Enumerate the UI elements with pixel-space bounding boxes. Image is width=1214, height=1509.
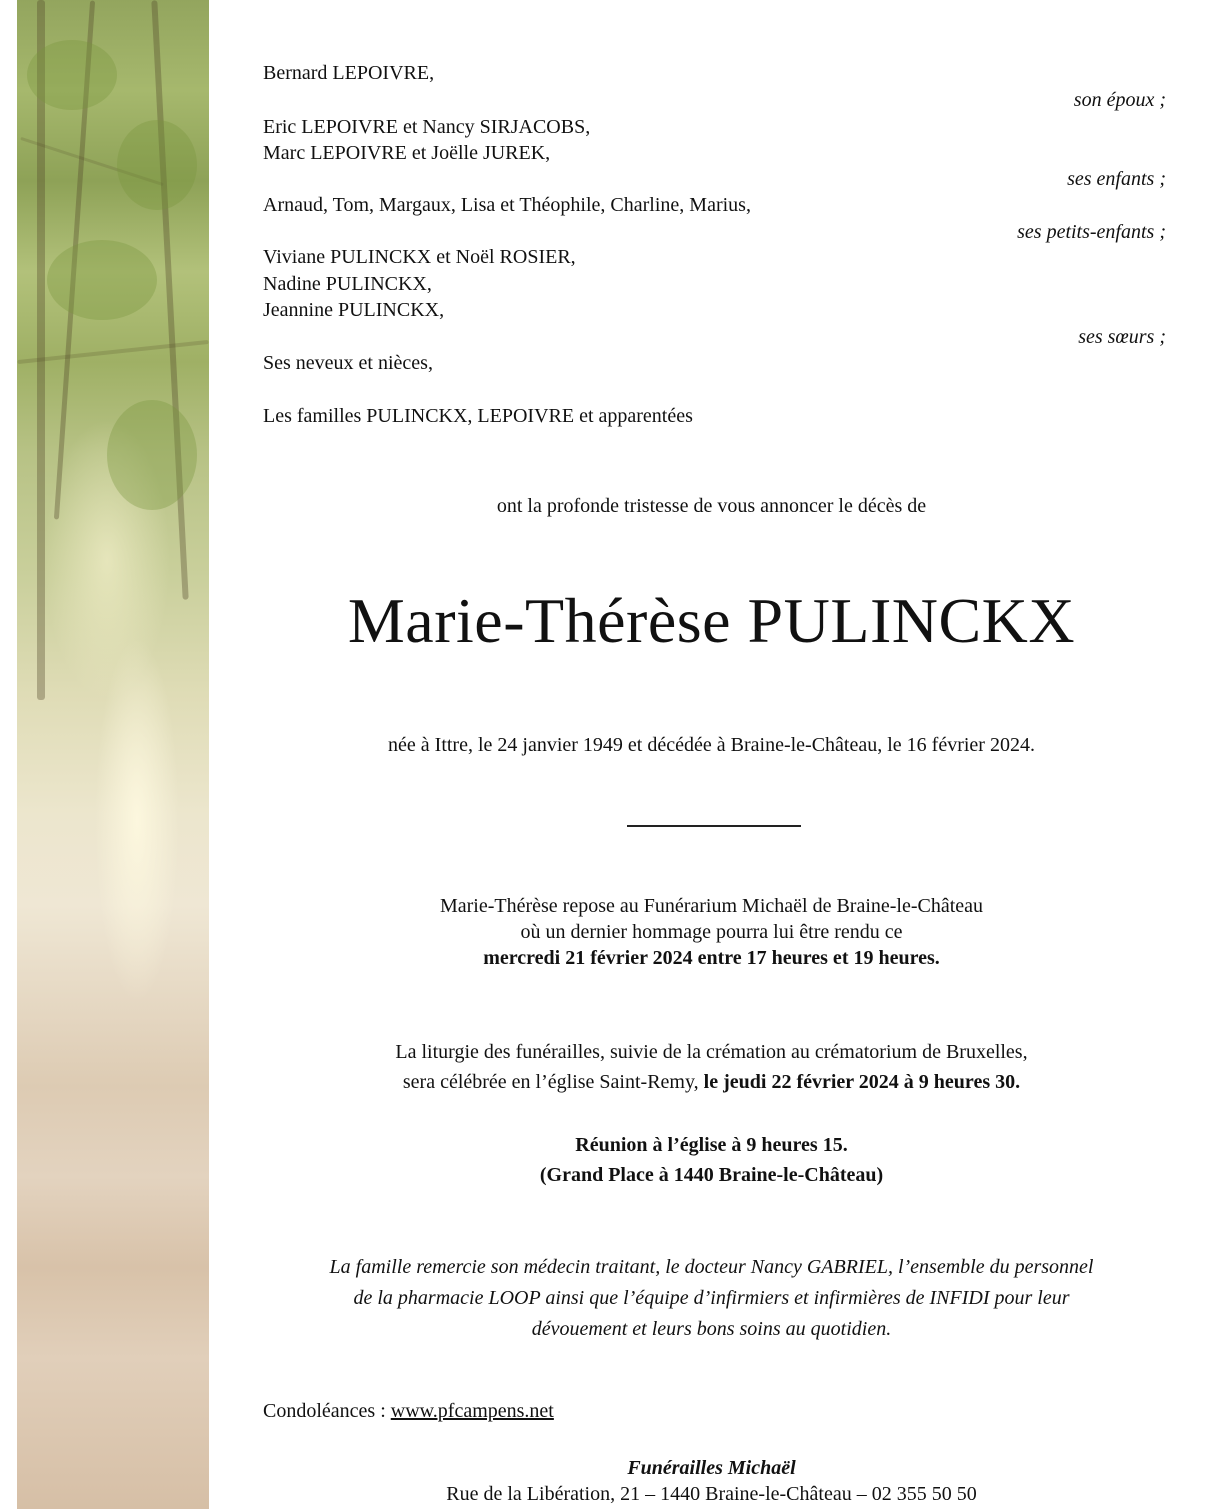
sister-name: Jeannine PULINCKX,: [263, 299, 445, 321]
child-name: Eric LEPOIVRE et Nancy SIRJACOBS,: [263, 116, 591, 138]
spouse-name: Bernard LEPOIVRE,: [263, 62, 435, 84]
deceased-name: Marie-Thérèse PULINCKX: [347, 585, 1076, 656]
meeting-time: Réunion à l’église à 9 heures 15.: [575, 1134, 848, 1156]
funeral-church: sera célébrée en l’église Saint-Remy,: [402, 1071, 704, 1093]
funeral-home-name: Funérailles Michaël: [627, 1457, 796, 1479]
birth-death-line: née à Ittre, le 24 janvier 1949 et décédée à Braine-le-Château, le 16 février 2024.: [388, 734, 1035, 756]
separator-line: [627, 825, 801, 827]
condolences-link[interactable]: www.pfcampens.net: [390, 1400, 554, 1422]
funeral-date: le jeudi 22 février 2024 à 9 heures 30.: [703, 1071, 1021, 1093]
announcement-text: ont la profonde tristesse de vous annoncer le décès de: [496, 495, 927, 517]
spouse-relation: son époux ;: [1073, 89, 1166, 111]
funeral-date-line: [209, 1069, 1214, 1095]
meeting-address: (Grand Place à 1440 Braine-le-Château): [539, 1164, 884, 1186]
visitation-line: où un dernier hommage pourra lui être rendu ce: [520, 921, 903, 943]
families-line: Les familles PULINCKX, LEPOIVRE et apparentées: [263, 405, 693, 427]
grandchildren-names: Arnaud, Tom, Margaux, Lisa et Théophile, Charline, Marius,: [263, 194, 751, 216]
sisters-relation: ses sœurs ;: [1078, 326, 1166, 348]
children-relation: ses enfants ;: [1067, 168, 1166, 190]
thanks-line: dévouement et leurs bons soins au quotidien.: [531, 1318, 892, 1340]
funeral-home-address: Rue de la Libération, 21 – 1440 Braine-le-Château – 02 355 50 50: [446, 1483, 977, 1505]
thanks-line: de la pharmacie LOOP ainsi que l’équipe d’infirmiers et infirmières de INFIDI pour leur: [353, 1287, 1070, 1309]
forest-path-photo: [17, 0, 209, 1509]
grandchildren-relation: ses petits-enfants ;: [1017, 221, 1166, 243]
thanks-line: La famille remercie son médecin traitant, le docteur Nancy GABRIEL, l’ensemble du personnel: [329, 1256, 1094, 1278]
funeral-line: La liturgie des funérailles, suivie de la crémation au crématorium de Bruxelles,: [395, 1041, 1028, 1063]
condolences-line: [263, 1398, 554, 1424]
visitation-line: Marie-Thérèse repose au Funérarium Michaël de Braine-le-Château: [439, 895, 984, 917]
condolences-label: Condoléances :: [263, 1400, 391, 1422]
child-name: Marc LEPOIVRE et Joëlle JUREK,: [263, 142, 551, 164]
visitation-date: mercredi 21 février 2024 entre 17 heures et 19 heures.: [483, 947, 940, 969]
nephews-line: Ses neveux et nièces,: [263, 352, 433, 374]
sister-name: Viviane PULINCKX et Noël ROSIER,: [263, 246, 576, 268]
sister-name: Nadine PULINCKX,: [263, 273, 432, 295]
